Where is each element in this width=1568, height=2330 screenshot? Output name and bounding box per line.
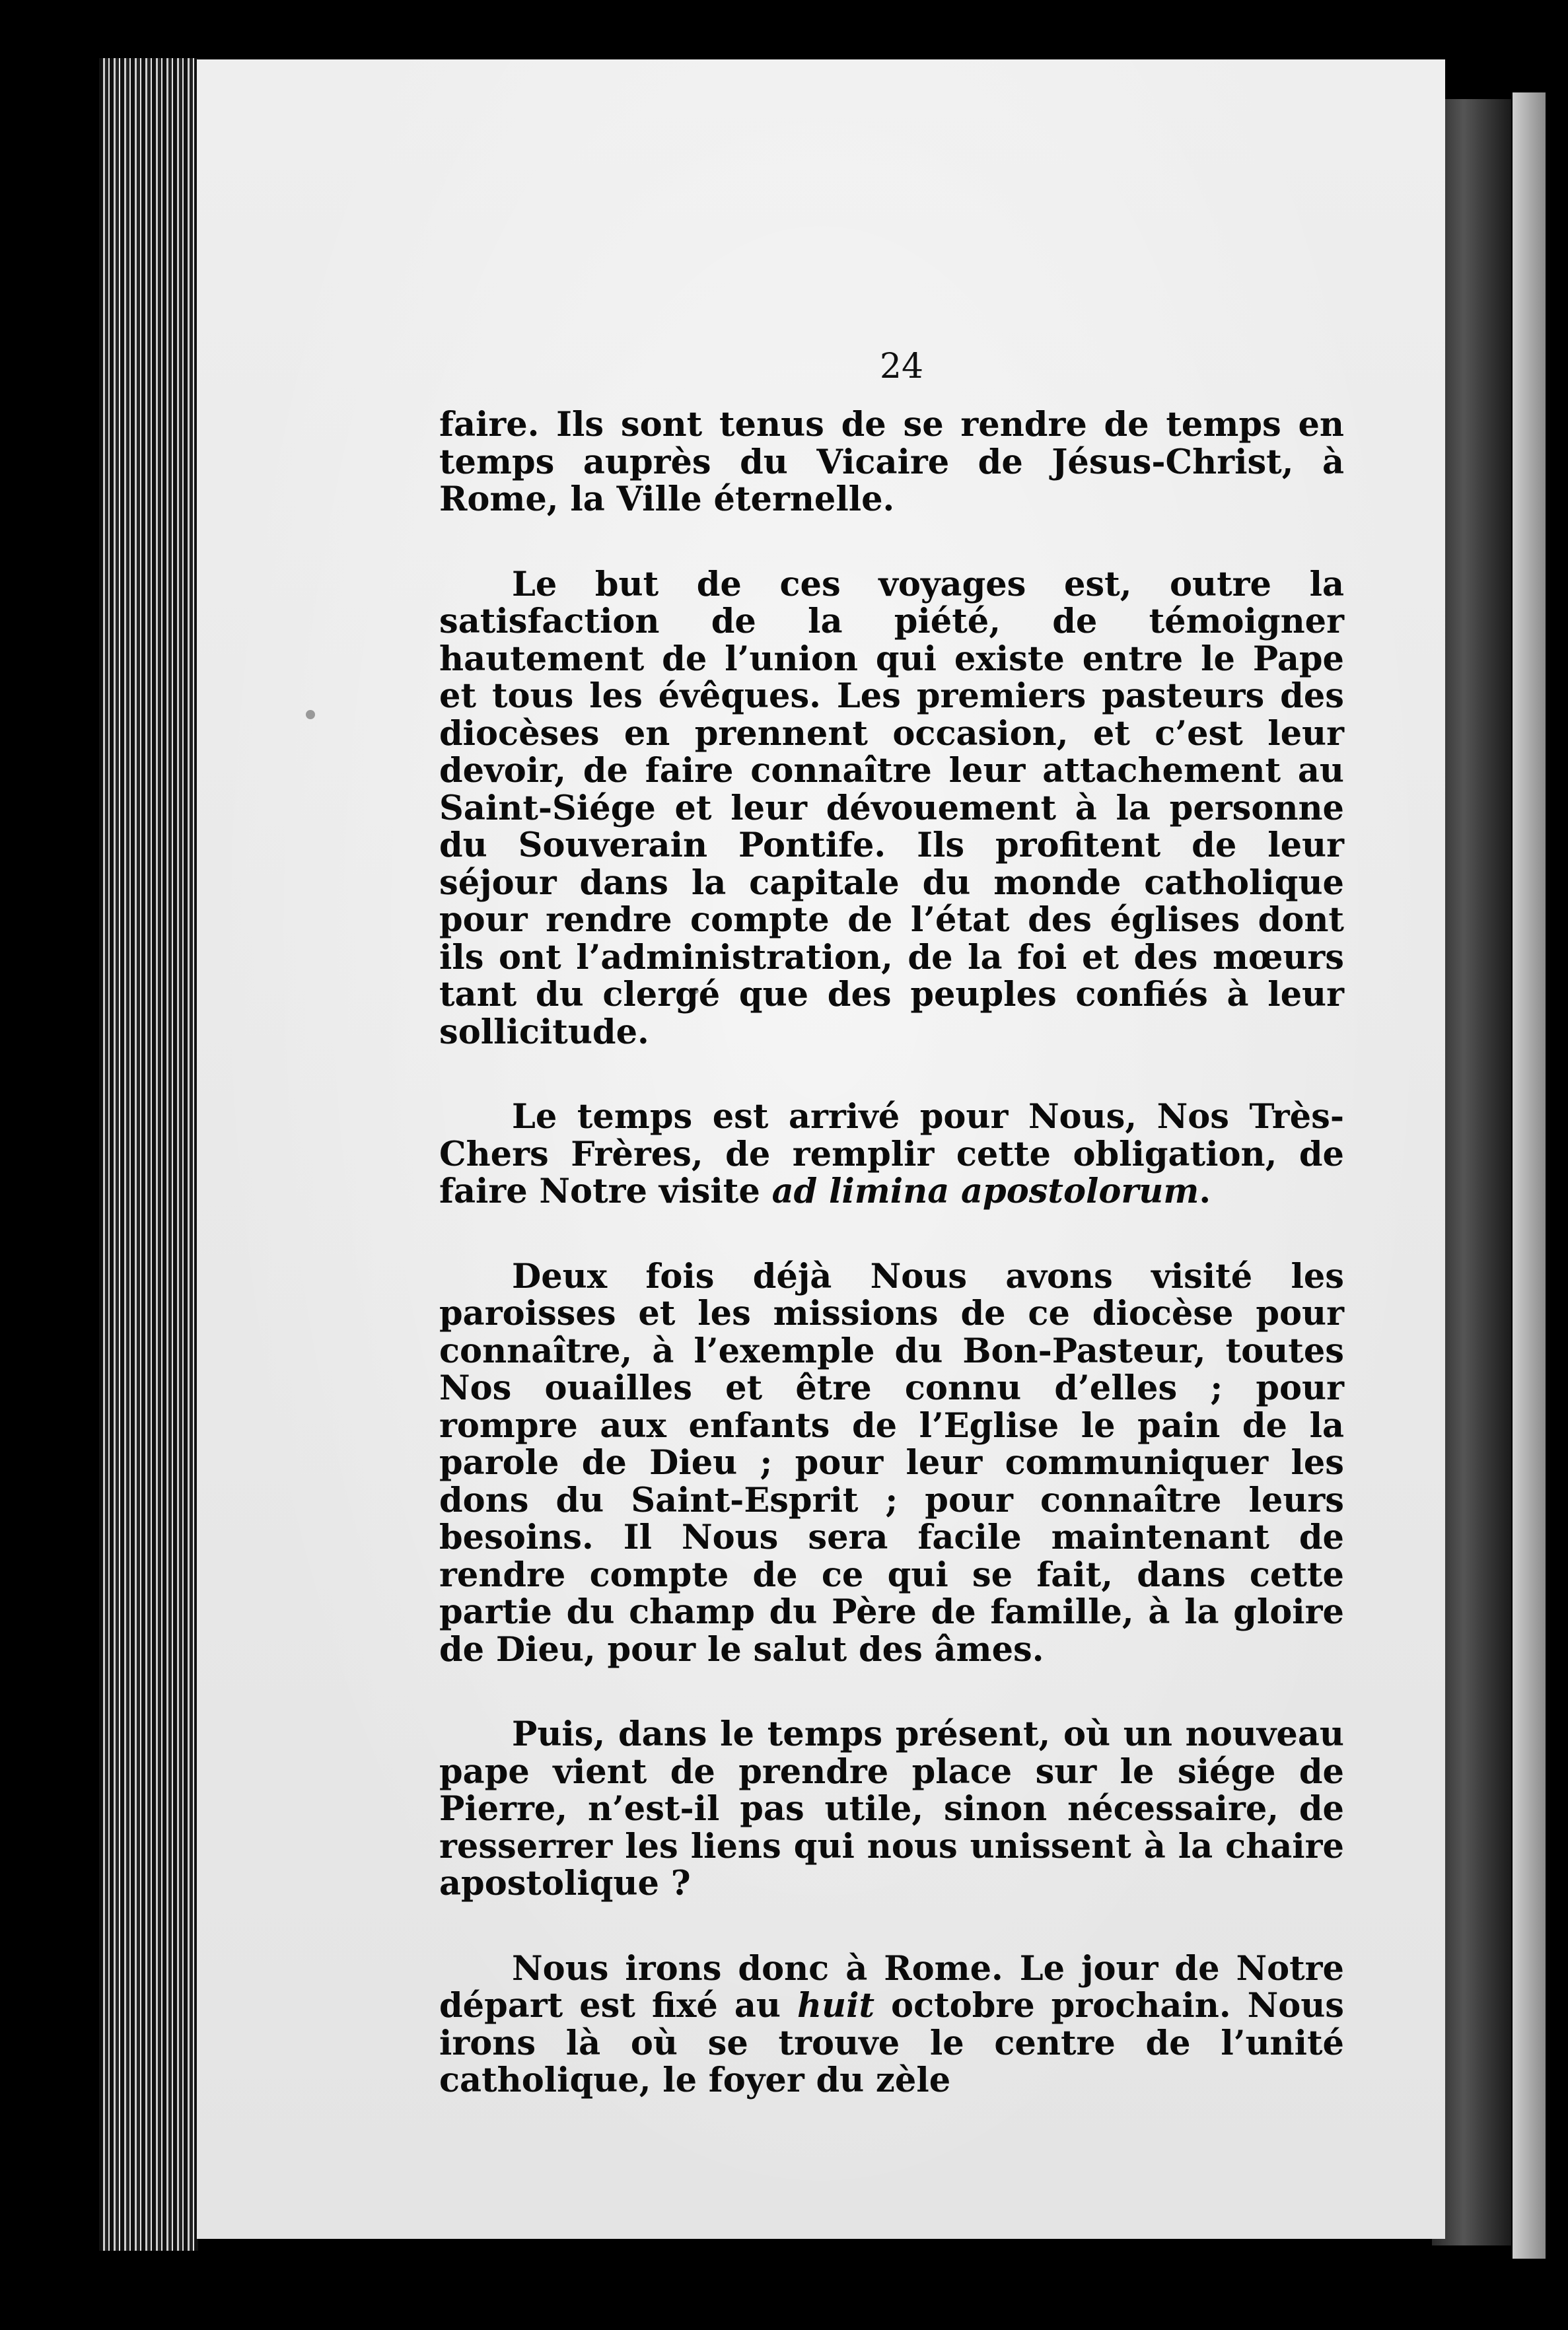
paragraph	[439, 406, 1344, 518]
paragraph-text: Nous irons donc à Rome. Le jour de Notre départ est fixé au	[439, 1948, 1344, 2026]
paragraph-text: octobre prochain. Nous irons là où se trouve le centre de l’unité catholique, le foyer du zèle	[439, 1986, 1344, 2100]
italic-phrase: huit	[797, 1986, 875, 2026]
paragraph-text: Le but de ces voyages est, outre la satisfaction de la piété, de témoigner hautement de l’union qui existe entre le Pape et tous les évêques. Les premiers pasteurs des diocèses en prennent occasion, et c’est leur devoir, de faire connaître leur attachement au Saint-Siége et leur dévouement à la personne du Souverain Pontife. Ils profitent de leur séjour dans la capitale du monde catholique pour rendre compte de l’état des églises dont ils ont l’administration, de la foi et des mœurs tant du clergé que des peuples confiés à leur sollicitude.	[439, 564, 1344, 1052]
paragraph	[439, 1098, 1344, 1211]
paragraph-text: Puis, dans le temps présent, où un nouveau pape vient de prendre place sur le siége de Pierre, n’est-il pas utile, sinon nécessaire, de resserrer les liens qui nous unissent à la chaire apostolique ?	[439, 1714, 1344, 1903]
paragraph-text: Deux fois déjà Nous avons visité les paroisses et les missions de ce diocèse pour connaître, à l’exemple du Bon-Pasteur, toutes Nos ouailles et être connu d’elles ; pour rompre aux enfants de l’Eglise le pain de la parole de Dieu ; pour leur communiquer les dons du Saint-Esprit ; pour connaître leurs besoins. Il Nous sera facile maintenant de rendre compte de ce qui se fait, dans cette partie du champ du Père de famille, à la gloire de Dieu, pour le salut des âmes.	[439, 1256, 1344, 1670]
paragraph-text: faire. Ils sont tenus de se rendre de temps en temps auprès du Vicaire de Jésus-Christ, à Rome, la Ville éternelle.	[439, 405, 1344, 519]
body-text	[439, 406, 1344, 2100]
italic-phrase: ad limina apostolorum	[771, 1172, 1199, 1211]
book-page-edges	[99, 58, 198, 2251]
paragraph	[439, 566, 1344, 1051]
paragraph	[439, 1258, 1344, 1669]
facing-page-edge	[1513, 92, 1546, 2259]
paragraph-text: .	[1199, 1172, 1211, 1211]
paragraph	[439, 1716, 1344, 1903]
paragraph-text: Le temps est arrivé pour Nous, Nos Très-Chers Frères, de remplir cette obligation, de faire Notre visite	[439, 1097, 1344, 1211]
paper-speck	[306, 710, 315, 719]
paragraph	[439, 1950, 1344, 2100]
page-number: 24	[879, 347, 924, 386]
